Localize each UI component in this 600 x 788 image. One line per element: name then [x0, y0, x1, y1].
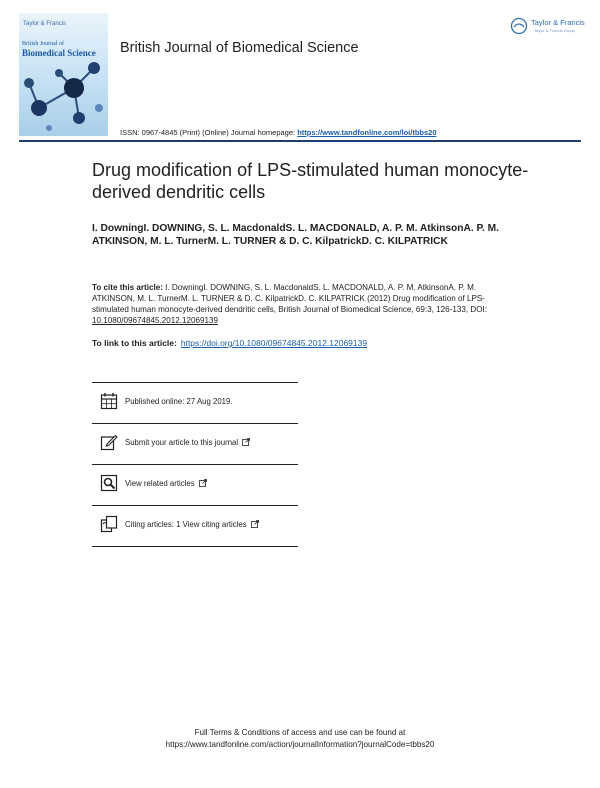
- related-articles-row[interactable]: [92, 465, 298, 506]
- citation-doi-link[interactable]: 10.1080/09674845.2012.12069139: [92, 316, 219, 325]
- issn-text: ISSN: 0967-4845 (Print) (Online) Journal homepage:: [120, 128, 298, 137]
- article-title: Drug modification of LPS-stimulated human monocyte-derived dendritic cells: [92, 160, 529, 202]
- terms-footer: [0, 727, 600, 751]
- submit-article-link[interactable]: [125, 438, 250, 447]
- citation-label: To cite this article:: [92, 283, 163, 292]
- citing-articles-row[interactable]: [92, 506, 298, 547]
- cover-brand: Taylor & Francis: [23, 21, 67, 27]
- external-link-icon: [251, 520, 259, 528]
- link-to-article: [92, 338, 367, 348]
- journal-cover-image: [19, 13, 108, 136]
- related-articles-link[interactable]: [125, 479, 207, 488]
- link-to-label: To link to this article:: [92, 338, 177, 348]
- publisher-logo-tagline: Taylor & Francis Group: [534, 28, 575, 33]
- citation-block: [92, 282, 517, 326]
- molecule-illustration: [19, 13, 108, 136]
- doi-url-link[interactable]: https://doi.org/10.1080/09674845.2012.12069139: [180, 338, 368, 348]
- article-meta-list: [92, 382, 298, 547]
- article-authors: I. DowningI. DOWNING, S. L. MacdonaldS. L. MACDONALD, A. P. M. AtkinsonA. P. M. ATKINSON, M. L. TurnerM. L. TURNER & D. C. KilpatrickD. C. KILPATRICK: [92, 223, 499, 247]
- footer-terms-link[interactable]: https://www.tandfonline.com/action/journalInformation?journalCode=tbbs20: [165, 740, 435, 749]
- issn-line: [120, 128, 437, 137]
- pencil-icon: [100, 433, 118, 451]
- footer-line1: Full Terms & Conditions of access and use can be found at: [194, 728, 406, 737]
- cover-title-line1: British Journal of: [22, 41, 64, 47]
- published-online-text: Published online: 27 Aug 2019.: [125, 397, 233, 406]
- citation-body: I. DowningI. DOWNING, S. L. MacdonaldS. L. MACDONALD, A. P. M. AtkinsonA. P. M. ATKINSON, M. L. TurnerM. L. TURNER & D. C. KilpatrickD. C. KILPATRICK (2012) Drug modification of LPS-stimulated human monocyte-derived dendritic cells, British Journal of Biomedical Science, 69:3, 126-133, DOI:: [92, 283, 487, 314]
- publisher-logo-name: Taylor & Francis: [531, 18, 585, 27]
- submit-article-row[interactable]: [92, 424, 298, 465]
- calendar-icon: [100, 392, 118, 410]
- cover-title-line2: Biomedical Science: [22, 48, 96, 58]
- journal-homepage-link[interactable]: https://www.tandfonline.com/loi/tbbs20: [297, 128, 437, 137]
- citing-articles-link[interactable]: [125, 520, 259, 529]
- publisher-logo-icon: [510, 17, 528, 35]
- cover-title: [22, 38, 96, 58]
- related-articles-text: View related articles: [125, 479, 195, 488]
- search-icon: [100, 474, 118, 492]
- external-link-icon: [242, 438, 250, 446]
- external-link-icon: [199, 479, 207, 487]
- header-divider: [19, 140, 581, 142]
- submit-article-text: Submit your article to this journal: [125, 438, 239, 447]
- citing-articles-text: Citing articles: 1 View citing articles: [125, 520, 247, 529]
- citing-articles-icon: [100, 515, 118, 533]
- published-online-row: [92, 382, 298, 424]
- publisher-logo[interactable]: [510, 17, 585, 37]
- journal-name: British Journal of Biomedical Science: [120, 40, 359, 56]
